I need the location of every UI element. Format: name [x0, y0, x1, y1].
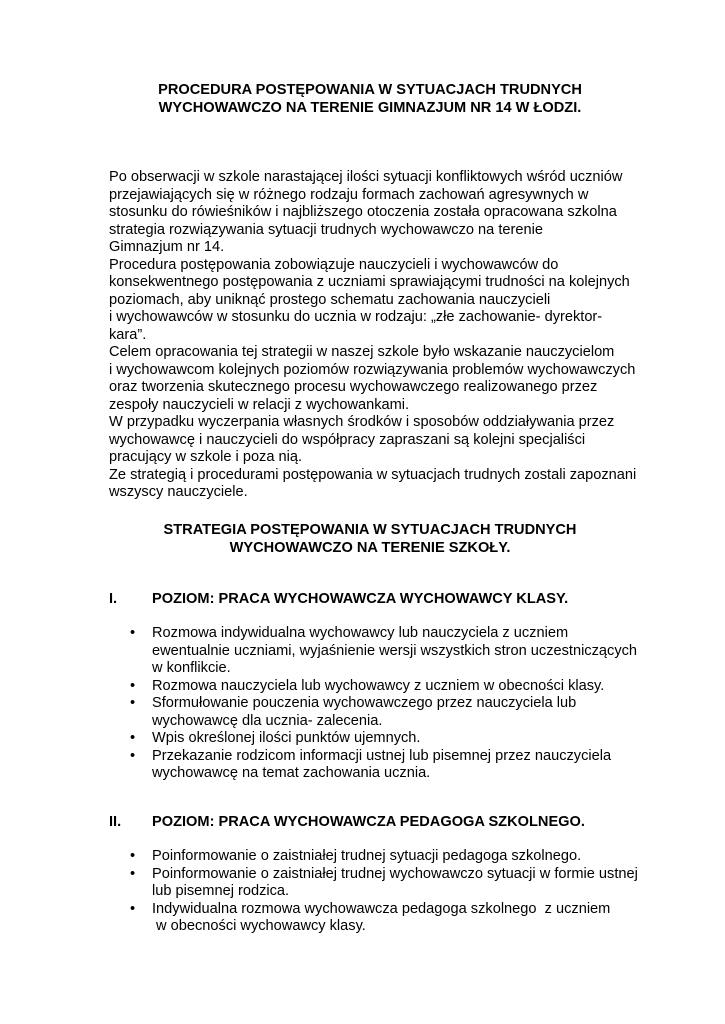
bullet-icon: • — [130, 747, 136, 764]
level-1-heading-text: POZIOM: PRACA WYCHOWAWCZA WYCHOWAWCY KLASY. — [152, 591, 569, 607]
list-item-line: lub pisemnej rodzica. — [152, 883, 290, 899]
list-item-text — [152, 866, 660, 901]
title-line-2: WYCHOWAWCZO NA TERENIE GIMNAZJUM NR 14 W ŁODZI. — [158, 100, 582, 116]
bullet-icon: • — [130, 625, 136, 641]
list-item-line: Wpis określonej ilości punktów ujemnych. — [152, 730, 421, 746]
document-title — [100, 81, 640, 117]
intro-line: strategia rozwiązywania sytuacji trudnych wychowawczo na terenie — [109, 221, 543, 238]
list-item-line: w obecności wychowawcy klasy. — [152, 918, 366, 934]
intro-line: Ze strategią i procedurami postępowania w sytuacjach trudnych zostali zapoznani — [109, 466, 637, 483]
list-item-text — [152, 678, 660, 696]
intro-paragraph — [109, 169, 649, 502]
list-item-line: ewentualnie uczniami, wyjaśnienie wersji wszystkich stron uczestniczących — [152, 642, 638, 659]
bullet-icon: • — [130, 695, 136, 711]
list-item-line: Sformułowanie pouczenia wychowawczego przez nauczyciela lub — [152, 695, 577, 711]
intro-line: kara”. — [109, 326, 147, 343]
level-2-heading — [109, 813, 585, 831]
bullet-icon: • — [130, 848, 136, 864]
list-item — [130, 730, 660, 748]
list-item — [130, 625, 660, 678]
list-item-text — [152, 695, 660, 730]
bullet-icon: • — [130, 865, 136, 882]
title-line-1: PROCEDURA POSTĘPOWANIA W SYTUACJACH TRUDNYCH — [158, 82, 582, 98]
list-item-line: Poinformowanie o zaistniałej trudnej sytuacji pedagoga szkolnego. — [152, 848, 582, 864]
level-2-number: II. — [109, 814, 122, 830]
intro-line: wszyscy nauczyciele. — [109, 484, 248, 500]
list-item-text — [152, 625, 660, 678]
intro-line: oraz tworzenia skutecznego procesu wychowawczego realizowanego przez — [109, 379, 598, 395]
intro-line: Celem opracowania tej strategii w naszej szkole było wskazanie nauczycielom — [109, 344, 615, 360]
list-item — [130, 695, 660, 730]
list-item-line: Rozmowa nauczyciela lub wychowawcy z uczniem w obecności klasy. — [152, 677, 605, 694]
strategy-title — [100, 521, 640, 557]
list-item-text — [152, 730, 660, 748]
intro-line: przejawiających się w różnego rodzaju formach zachowań agresywnych w — [109, 186, 589, 203]
strategy-title-line-2: WYCHOWAWCZO NA TERENIE SZKOŁY. — [229, 540, 511, 556]
intro-line: pracujący w szkole i poza nią. — [109, 449, 303, 465]
intro-line: zespoły nauczycieli w relacji z wychowankami. — [109, 396, 410, 413]
list-item — [130, 848, 660, 866]
list-item-line: Rozmowa indywidualna wychowawcy lub nauczyciela z uczniem — [152, 625, 569, 641]
list-item-line: Przekazanie rodzicom informacji ustnej lub pisemnej przez nauczyciela — [152, 747, 612, 764]
bullet-icon: • — [130, 900, 136, 917]
intro-line: Procedura postępowania zobowiązuje nauczycieli i wychowawców do — [109, 256, 559, 273]
bullet-icon: • — [130, 730, 136, 746]
level-2-list — [130, 848, 660, 936]
list-item-line: Poinformowanie o zaistniałej trudnej wychowawczo sytuacji w formie ustnej — [152, 865, 638, 882]
list-item-text — [152, 848, 660, 866]
list-item — [130, 866, 660, 901]
list-item-text — [152, 748, 660, 783]
level-1-heading — [109, 590, 568, 608]
intro-line: konsekwentnego postępowania z uczniami sprawiającymi trudności na kolejnych — [109, 274, 630, 290]
intro-line: i wychowawcom kolejnych poziomów rozwiązywania problemów wychowawczych — [109, 361, 636, 378]
level-1-list — [130, 625, 660, 783]
list-item — [130, 901, 660, 936]
intro-line: i wychowawców w stosunku do ucznia w rodzaju: „złe zachowanie- dyrektor- — [109, 309, 603, 325]
bullet-icon: • — [130, 677, 136, 694]
list-item-line: wychowawcę na temat zachowania ucznia. — [152, 765, 431, 781]
intro-line: W przypadku wyczerpania własnych środków i sposobów oddziaływania przez — [109, 414, 615, 430]
level-2-heading-text: POZIOM: PRACA WYCHOWAWCZA PEDAGOGA SZKOLNEGO. — [152, 814, 585, 830]
intro-line: Gimnazjum nr 14. — [109, 239, 225, 255]
list-item-line: Indywidualna rozmowa wychowawcza pedagoga szkolnego z uczniem — [152, 900, 611, 917]
intro-line: poziomach, aby uniknąć prostego schematu zachowania nauczycieli — [109, 291, 551, 308]
intro-line: Po obserwacji w szkole narastającej ilości sytuacji konfliktowych wśród uczniów — [109, 169, 623, 185]
strategy-title-line-1: STRATEGIA POSTĘPOWANIA W SYTUACJACH TRUDNYCH — [163, 522, 577, 538]
list-item-line: w konflikcie. — [152, 660, 231, 676]
intro-line: wychowawcę i nauczycieli do współpracy zapraszani są kolejni specjaliści — [109, 431, 586, 448]
level-1-number: I. — [109, 591, 118, 607]
intro-line: stosunku do rówieśników i najbliższego otoczenia została opracowana szkolna — [109, 204, 617, 220]
list-item — [130, 748, 660, 783]
list-item-line: wychowawcę dla ucznia- zalecenia. — [152, 712, 383, 729]
list-item — [130, 678, 660, 696]
list-item-text — [152, 901, 660, 936]
